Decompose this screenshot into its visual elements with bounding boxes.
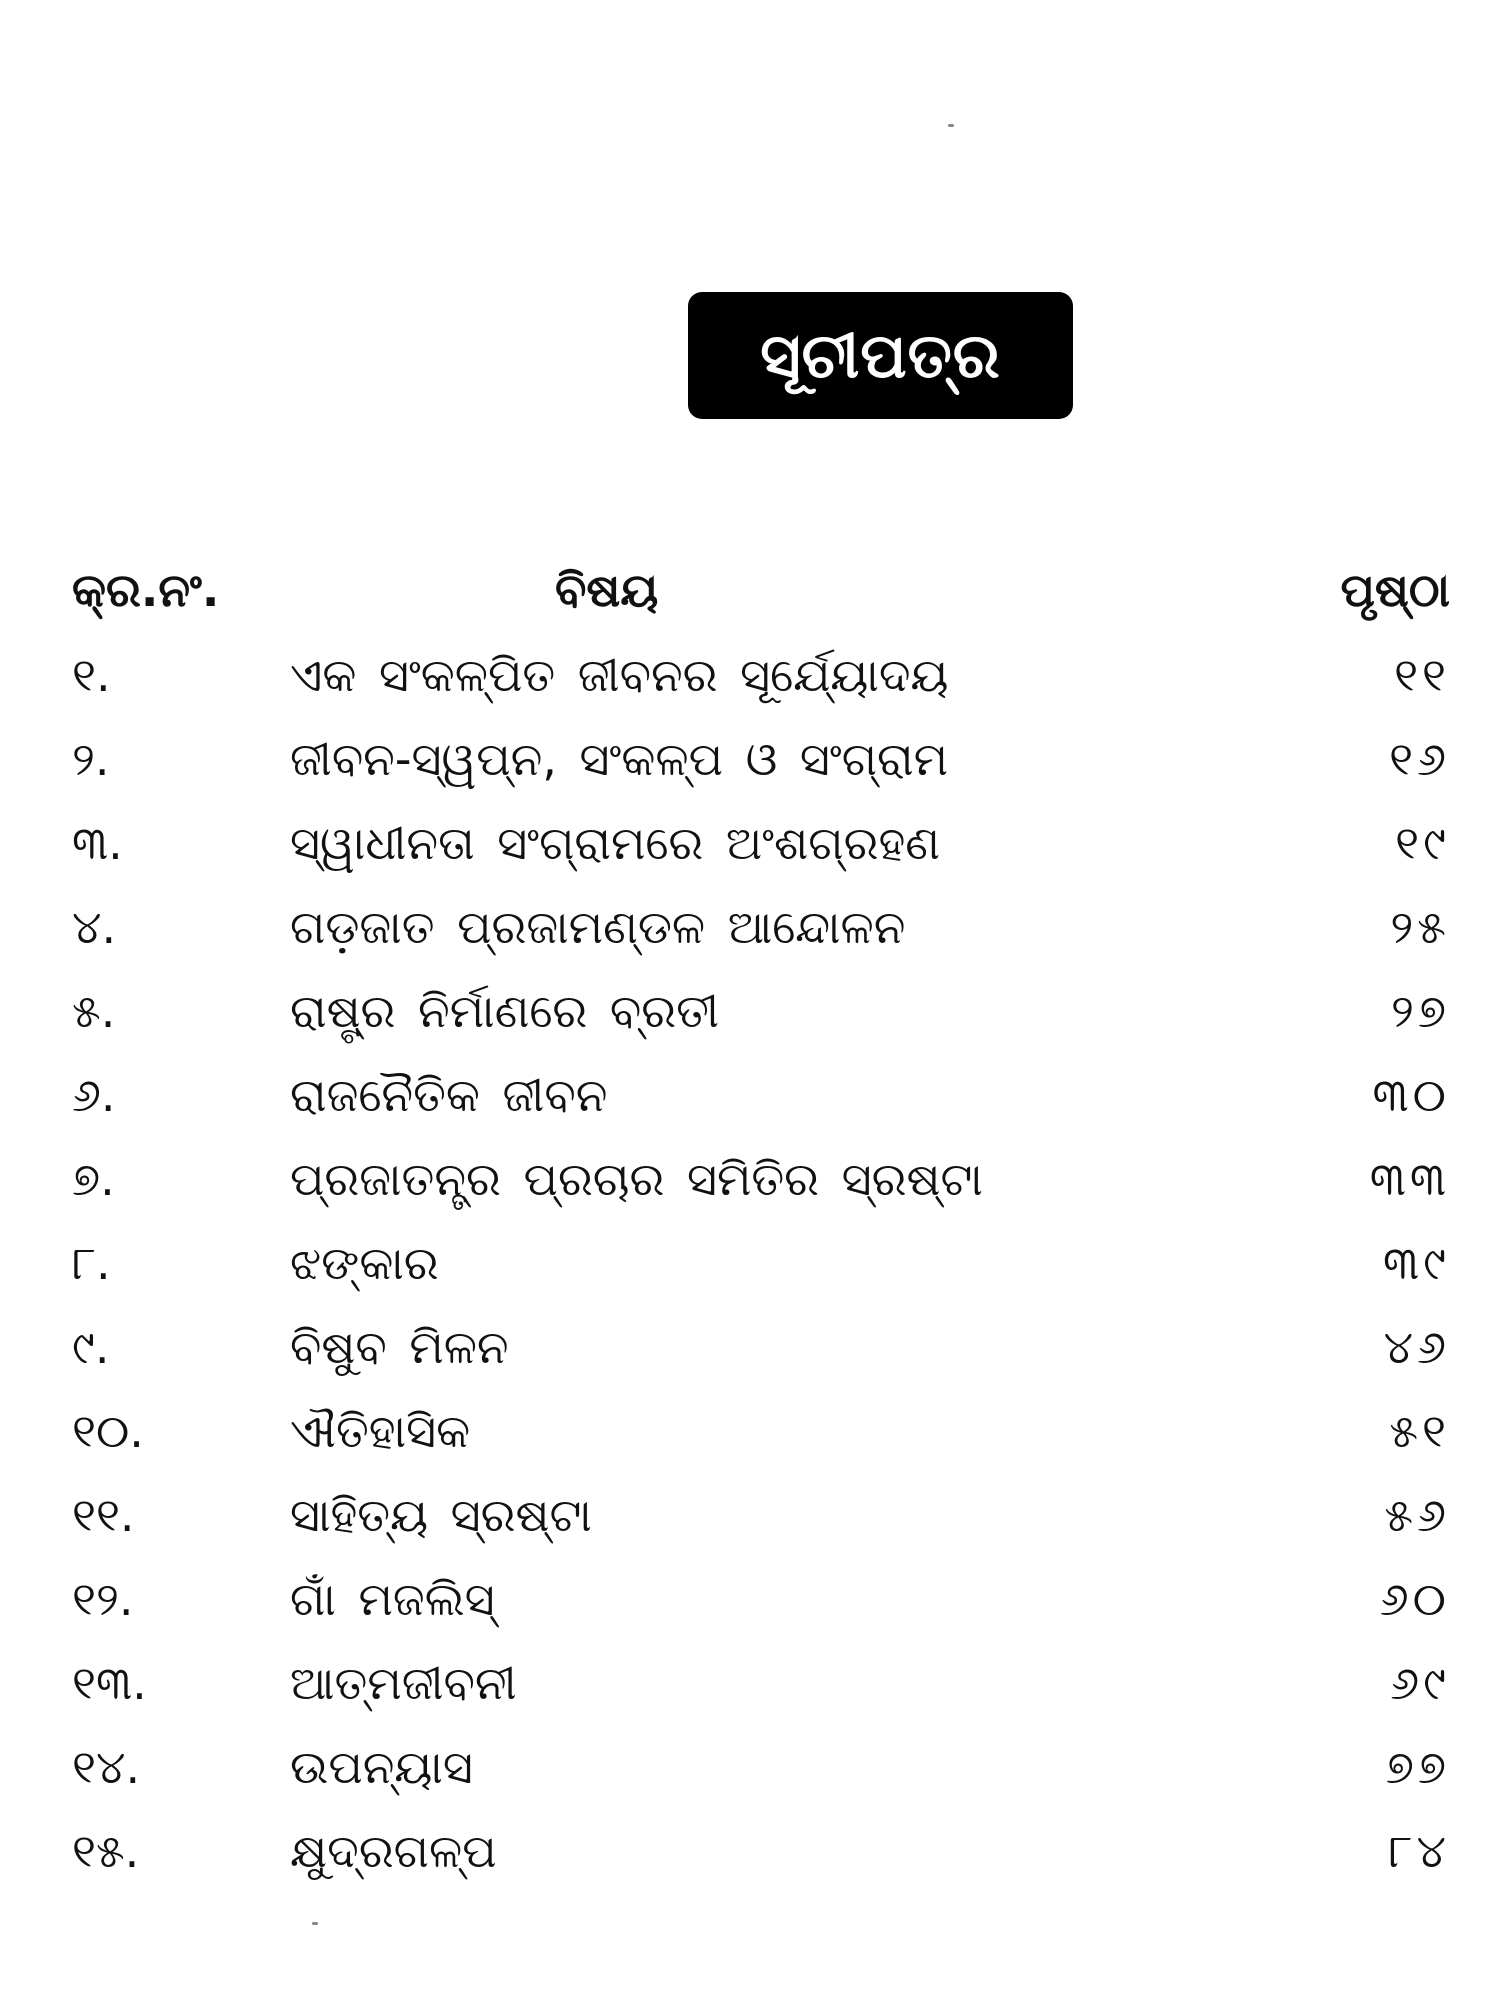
header-number: କ୍ର.ନଂ. bbox=[72, 563, 220, 617]
entry-page: ୮୪ bbox=[1388, 1824, 1450, 1878]
entry-subject: ବିଷୁବ ମିଳନ bbox=[290, 1320, 509, 1374]
entry-subject: ଗାଁ ମଜଲିସ୍ bbox=[290, 1572, 495, 1626]
entry-number: ୫. bbox=[72, 984, 116, 1038]
entry-subject: ସ୍ୱାଧୀନତା ସଂଗ୍ରାମରେ ଅଂଶଗ୍ରହଣ bbox=[290, 816, 941, 870]
entry-subject: ରାଷ୍ଟ୍ର ନିର୍ମାଣରେ ବ୍ରତୀ bbox=[290, 984, 719, 1038]
entry-page: ୨୭ bbox=[1390, 984, 1450, 1038]
toc-row bbox=[0, 1233, 1500, 1293]
entry-page: ୬୯ bbox=[1390, 1656, 1450, 1710]
print-speck bbox=[312, 1922, 318, 1925]
entry-subject: ଏକ ସଂକଳ୍ପିତ ଜୀବନର ସୂର୍ଯ୍ୟୋଦୟ bbox=[290, 648, 949, 702]
toc-header bbox=[0, 560, 1500, 620]
entry-page: ୩୯ bbox=[1382, 1236, 1450, 1290]
entry-subject: ଆତ୍ମଜୀବନୀ bbox=[290, 1656, 517, 1710]
entry-page: ୭୭ bbox=[1385, 1740, 1450, 1794]
entry-number: ୨. bbox=[72, 732, 110, 786]
toc-row bbox=[0, 813, 1500, 873]
entry-subject: ଝଙ୍କାର bbox=[290, 1236, 439, 1290]
entry-page: ୧୧ bbox=[1394, 648, 1450, 702]
entry-page: ୧୯ bbox=[1395, 816, 1450, 870]
entry-number: ୧୦. bbox=[72, 1404, 144, 1458]
entry-number: ୪. bbox=[72, 900, 117, 954]
entry-page: ୬୦ bbox=[1379, 1572, 1450, 1626]
entry-number: ୧୨. bbox=[72, 1572, 134, 1626]
entry-number: ୩. bbox=[72, 816, 123, 870]
entry-page: ୫୬ bbox=[1384, 1488, 1450, 1542]
title-box bbox=[688, 292, 1073, 419]
entry-number: ୬. bbox=[72, 1068, 116, 1122]
entry-page: ୨୫ bbox=[1390, 900, 1450, 954]
toc-row bbox=[0, 1065, 1500, 1125]
entry-subject: ଐତିହାସିକ bbox=[290, 1404, 471, 1458]
entry-subject: ଜୀବନ-ସ୍ୱପ୍ନ, ସଂକଳ୍ପ ଓ ସଂଗ୍ରାମ bbox=[290, 732, 949, 786]
toc-row bbox=[0, 897, 1500, 957]
entry-number: ୭. bbox=[72, 1152, 115, 1206]
entry-subject: ରାଜନୈତିକ ଜୀବନ bbox=[290, 1068, 608, 1122]
entry-number: ୮. bbox=[72, 1236, 111, 1290]
toc-row bbox=[0, 1485, 1500, 1545]
entry-page: ୩୦ bbox=[1372, 1068, 1450, 1122]
entry-page: ୧୬ bbox=[1389, 732, 1450, 786]
header-page: ପୃଷ୍ଠା bbox=[1340, 563, 1450, 617]
entry-number: ୯. bbox=[72, 1320, 110, 1374]
toc-row bbox=[0, 1569, 1500, 1629]
header-subject: ବିଷୟ bbox=[555, 563, 659, 617]
print-speck bbox=[948, 124, 954, 127]
toc-row bbox=[0, 1653, 1500, 1713]
entry-subject: ଉପନ୍ୟାସ bbox=[290, 1740, 473, 1794]
toc-row bbox=[0, 1317, 1500, 1377]
entry-number: ୧. bbox=[72, 648, 111, 702]
entry-page: ୪୬ bbox=[1383, 1320, 1450, 1374]
entry-number: ୧୪. bbox=[72, 1740, 141, 1794]
entry-number: ୧୫. bbox=[72, 1824, 140, 1878]
page-title: ସୂଚୀପତ୍ର bbox=[760, 318, 1001, 392]
entry-subject: ଗଡ଼ଜାତ ପ୍ରଜାମଣ୍ଡଳ ଆନ୍ଦୋଳନ bbox=[290, 900, 906, 954]
toc-row bbox=[0, 1401, 1500, 1461]
entry-number: ୧୩. bbox=[72, 1656, 147, 1710]
entry-number: ୧୧. bbox=[72, 1488, 135, 1542]
toc-row bbox=[0, 1821, 1500, 1881]
entry-page: ୫୧ bbox=[1389, 1404, 1450, 1458]
entry-subject: ପ୍ରଜାତନ୍ତ୍ର ପ୍ରଚାର ସମିତିର ସ୍ରଷ୍ଟା bbox=[290, 1152, 983, 1206]
toc-row bbox=[0, 1149, 1500, 1209]
toc-row bbox=[0, 981, 1500, 1041]
toc-row bbox=[0, 645, 1500, 705]
entry-subject: ସାହିତ୍ୟ ସ୍ରଷ୍ଟା bbox=[290, 1488, 592, 1542]
toc-row bbox=[0, 729, 1500, 789]
entry-page: ୩୩ bbox=[1369, 1152, 1450, 1206]
entry-subject: କ୍ଷୁଦ୍ରଗଳ୍ପ bbox=[290, 1824, 497, 1878]
toc-row bbox=[0, 1737, 1500, 1797]
